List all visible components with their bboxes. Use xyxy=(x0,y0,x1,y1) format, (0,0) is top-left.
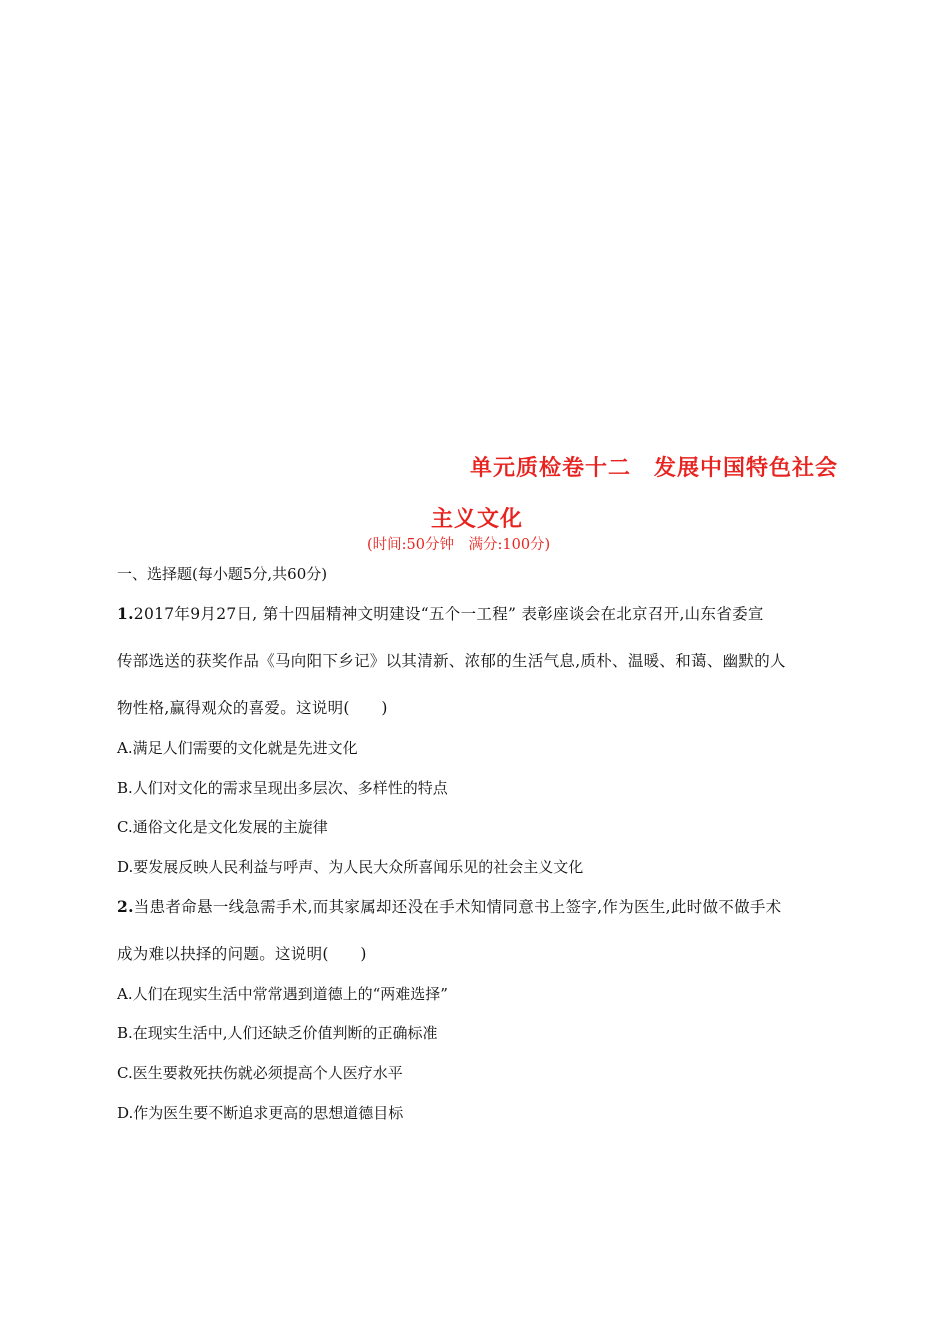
option-b: B.人们对文化的需求呈现出多层次、多样性的特点 xyxy=(117,779,448,797)
section-heading: 一、选择题(每小题5分,共60分) xyxy=(117,565,328,583)
option-a: A.人们在现实生活中常常遇到道德上的“两难选择” xyxy=(117,985,448,1003)
question-text-line xyxy=(117,895,781,917)
question-text-line: 物性格,赢得观众的喜爱。这说明( ) xyxy=(117,699,388,717)
question-number: 1. xyxy=(117,604,134,623)
page-title-line2: 主义文化 xyxy=(431,507,524,532)
option-b: B.在现实生活中,人们还缺乏价值判断的正确标准 xyxy=(117,1024,438,1042)
question-number: 2. xyxy=(117,897,134,916)
option-d: D.作为医生要不断追求更高的思想道德目标 xyxy=(117,1104,404,1122)
option-a: A.满足人们需要的文化就是先进文化 xyxy=(117,739,358,757)
question-text-line: 成为难以抉择的问题。这说明( ) xyxy=(117,945,367,963)
exam-time-info: (时间:50分钟 满分:100分) xyxy=(367,537,551,553)
question-line-text: 2017年9月27日, 第十四届精神文明建设“五个一工程” 表彰座谈会在北京召开,山东省委宣 xyxy=(133,605,764,623)
question-line-text: 当患者命悬一线急需手术,而其家属却还没在手术知情同意书上签字,作为医生,此时做不做手术 xyxy=(133,898,782,916)
question-text-line xyxy=(117,602,764,624)
option-c: C.医生要救死扶伤就必须提高个人医疗水平 xyxy=(117,1064,403,1082)
option-c: C.通俗文化是文化发展的主旋律 xyxy=(117,818,328,836)
option-d: D.要发展反映人民利益与呼声、为人民大众所喜闻乐见的社会主义文化 xyxy=(117,858,584,876)
question-text-line: 传部选送的获奖作品《马向阳下乡记》以其清新、浓郁的生活气息,质朴、温暖、和蔼、幽默的人 xyxy=(117,652,786,670)
page-title-line1: 单元质检卷十二 发展中国特色社会 xyxy=(470,456,839,481)
